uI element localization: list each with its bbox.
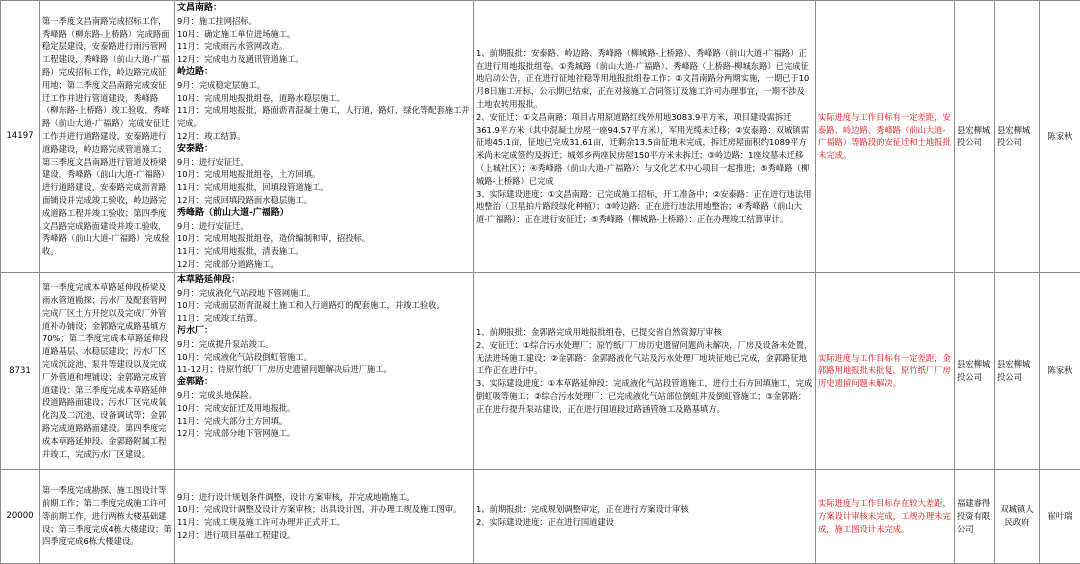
monthly-line: 12月：进行项目基础工程建设。 [177,529,471,542]
monthly-line: 9月：进行设计规划条件调整，设计方案审核，并完成地勘施工。 [177,491,471,504]
monthly-line: 11月：完成竣工结算。 [177,312,471,325]
monthly-cell [175,1,474,273]
progress-line: 1、前期报批：完成规划调整审定，正在进行方案设计审核 [476,503,813,516]
unit-cell: 福建睿得投资有限公司 [955,469,995,563]
problem-cell: 实际进度与工作目标有一定差距，安泰路、岭边路、秀峰路（前山大道-广福路）等路段的安征迁和土地报批未完成。 [816,1,955,273]
progress-line: 3、实际建设进度：①本草路延伸段：完成液化气站段管道施工，进行土石方回填施工，完成倒虹吸等施工；②综合污水处理厂：已完成液化气站部位倒虹井及倒虹管施工；③金郭路：正在进行提升泵站建设，正在进行国道段过路涵管施工及路基填方。 [476,377,813,415]
monthly-cell [175,469,474,563]
monthly-line: 9月：完成提升泵站竣工。 [177,338,471,351]
problem-cell: 实际进度与工作目标有一定差距，金郭路用地报批未批复，原竹纸厂厂房历史遗留问题未解决。 [816,272,955,469]
monthly-line: 10月：完成用地报批组卷，道路水稳层施工。 [177,92,471,105]
table-row [1,469,1080,563]
monthly-line: 12月：完成回填段路面水稳层施工。 [177,194,471,207]
company-cell: 县宏柳城投公司 [995,272,1040,469]
monthly-line: 9月：施工挂网招标。 [177,15,471,28]
unit-cell: 县宏柳城投公司 [955,1,995,273]
progress-cell [474,1,816,273]
amount-cell: 8731 [1,272,40,469]
monthly-line: 11月：完成用地报批，清表施工。 [177,245,471,258]
amount-cell: 14197 [1,1,40,273]
monthly-line: 10月：完成用地报批组卷，造价编制和审，招投标。 [177,232,471,245]
monthly-line: 10月：完成面层沥青混凝土施工和人行道路灯的配套施工，并竣工验收。 [177,299,471,312]
company-cell: 县宏柳城投公司 [995,1,1040,273]
monthly-line: 11月：完成雨污水管网改造。 [177,40,471,53]
monthly-line: 12月：完成电力及通讯管道施工。 [177,53,471,66]
monthly-line: 11月：完成用地报批，路面沥青混凝土施工，人行道，路灯，绿化等配套施工并完成。 [177,104,471,130]
section-heading: 文昌南路： [177,2,471,15]
section-heading: 安泰路： [177,143,471,156]
progress-line: 3、实际建设进度：①文昌南路：已完成施工招标，开工准备中；②安泰路：正在进行违法用地整治（卫星拍片路段绿化种植）；③岭边路：正在进行违法用地整治；④秀峰路（前山大道-广福路）：正在进行安征迁；⑤秀峰路（柳城路-上桥路）：正在办理竣工结算审计。 [476,188,813,226]
table-row [1,272,1080,469]
person-cell: 陈家秋 [1040,272,1080,469]
monthly-line: 9月：完成液化气站段地下管网施工。 [177,287,471,300]
person-cell: 陈家秋 [1040,1,1080,273]
monthly-line: 10月：确定施工单位进场施工。 [177,28,471,41]
company-cell: 双城镇人民政府 [995,469,1040,563]
monthly-line: 12月：竣工结算。 [177,130,471,143]
monthly-line: 11月：完成工规及施工许可办理并正式开工。 [177,516,471,529]
monthly-line: 10月：完成用地报批组卷，土方回填。 [177,168,471,181]
section-heading: 金郭路： [177,376,471,389]
progress-line: 1、前期报批：安泰路、岭边路、秀峰路（柳城路-上桥路）、秀峰路（前山大道-广福路）正在进行用地报批组卷。①秀城路（前山大道-广福路）、秀峰路（上桥路-柳城东路）已完成征地启动公告，正在进行征地社稳等用地报批组卷工作；②文昌南路分两期实施，一期已于10月8日施工开标，公示期已结束，正在对接施工合同签订及施工许可办理事宜，一期不涉及土地农转用报批。 [476,47,813,111]
monthly-line: 11月：完成大部分土方回填。 [177,415,471,428]
monthly-line: 9月：完成头地保险。 [177,389,471,402]
table-row [1,1,1080,273]
monthly-line: 10月：完成设计调整及设计方案审核；出具设计图，并办理工规及施工图审。 [177,503,471,516]
progress-line: 1、前期报批：金郭路完成用地报批组卷，已提交省自然资源厅审核 [476,326,813,339]
monthly-line: 11月：完成用地报批，回填段管道施工。 [177,181,471,194]
section-heading: 本草路延伸段： [177,274,471,287]
plan-cell: 第一季度完成勘探、施工图设计等前期工作；第二季度完成施工许可等前期工作，进行两栋大楼基础建设；第三季度完成4栋大楼建设；第四季度完成6栋大楼建设。 [40,469,175,563]
monthly-line: 12月：完成部分地下管网施工。 [177,427,471,440]
progress-line: 2、实际建设进度：正在进行国道建设 [476,516,813,529]
section-heading: 秀峰路（前山大道-广福路） [177,207,471,220]
monthly-line: 10月：完成安征迁及用地报批。 [177,402,471,415]
monthly-line: 11-12月：待原竹纸厂厂房历史遗留问题解决后进厂施工。 [177,363,471,376]
problem-cell: 实际进度与工作目标存在较大差距，方案设计审核未完成，工规办理未完成，施工图设计未完成。 [816,469,955,563]
section-heading: 污水厂： [177,325,471,338]
monthly-line: 10月：完成液化气站段倒虹管施工。 [177,351,471,364]
monthly-line: 9月：完成稳定层施工。 [177,79,471,92]
progress-line: 2、安征迁：①文昌南路：项目占用原道路红线外用地3083.9平方米，项目建设需拆迁361.9平方米（其中混凝土房屋一座94.57平方米），军用光缆未迁移；②安泰路：双城镇需征地45.1亩，征地已完成31.61亩，迁剩余13.5亩征地未完成，拆迁房屋面积约1089平方米尚未完成签约及拆迁；城郊乡两座民房屋150平方米未拆迁；③岭边路：1座坟墓未迁移（上城社区）；④秀峰路（前山大道-广福路）：与文化艺术中心项目一起推进；⑤秀峰路（柳城路-上桥路）已完成 [476,111,813,188]
monthly-cell [175,272,474,469]
monthly-line: 12月：完成部分道路施工。 [177,258,471,271]
unit-cell: 县宏柳城投公司 [955,272,995,469]
plan-cell: 第一季度文昌南路完成招标工作，秀峰路（柳东路-上桥路）完成路面稳定层建设，安泰路进行雨污管网工程建设，秀峰路（前山大道-广福路）完成招标工作，岭边路完成征用地；第二季度文昌南路完成安征迁工作并进行管道建设，秀峰路（柳东路-上桥路）竣工验收，秀峰路（前山大道-广福路）完成安征迁工作并进行道路建设，安泰路进行道路建设，岭边路完成管道施工；第三季度文昌南路进行管道及桥梁建设，秀峰路（前山大道-广福路）进行道路建设，安泰路完成沥青路面铺设并完成竣工验收，岭边路完成道路工程并竣工验收；第四季度文昌路完成路面建设并竣工验收，秀峰路（前山大道-广福路）完成验收。 [40,1,175,273]
section-heading: 岭边路： [177,66,471,79]
monthly-line: 9月：进行安征迁。 [177,220,471,233]
progress-line: 2、安征迁：①综合污水处理厂：原竹纸厂厂房历史遗留问题尚未解决，厂房及设备未处置，无法进场施工建设；②金郭路：金郭路液化气站及污水处理厂地块征地已完成，金郭路征地工作正在进行中。 [476,339,813,377]
progress-cell [474,272,816,469]
person-cell: 崔叶瑞 [1040,469,1080,563]
monthly-line: 9月：进行安征迁。 [177,156,471,169]
amount-cell: 20000 [1,469,40,563]
plan-cell: 第一季度完成本草路延伸段桥梁及雨水管道勘探；污水厂及配套管网完成厂区土方开挖以及完成厂外管道补办铺设；金郭路完成路基填方70%；第二季度完成本草路延伸段道路基层、水稳层建设；污水厂区完成沉淀池、泵井等建设以及完成厂外管道和埋铺设；金郭路完成管道建设；第三季度完成本草路延伸段道路路面建设；污水厂区完成氧化沟及二沉池、设备调试等；金郭路完成道路路面建设。第四季度完成本草路延伸段、金郭路附属工程并竣工，完成污水厂区建设。 [40,272,175,469]
progress-cell [474,469,816,563]
